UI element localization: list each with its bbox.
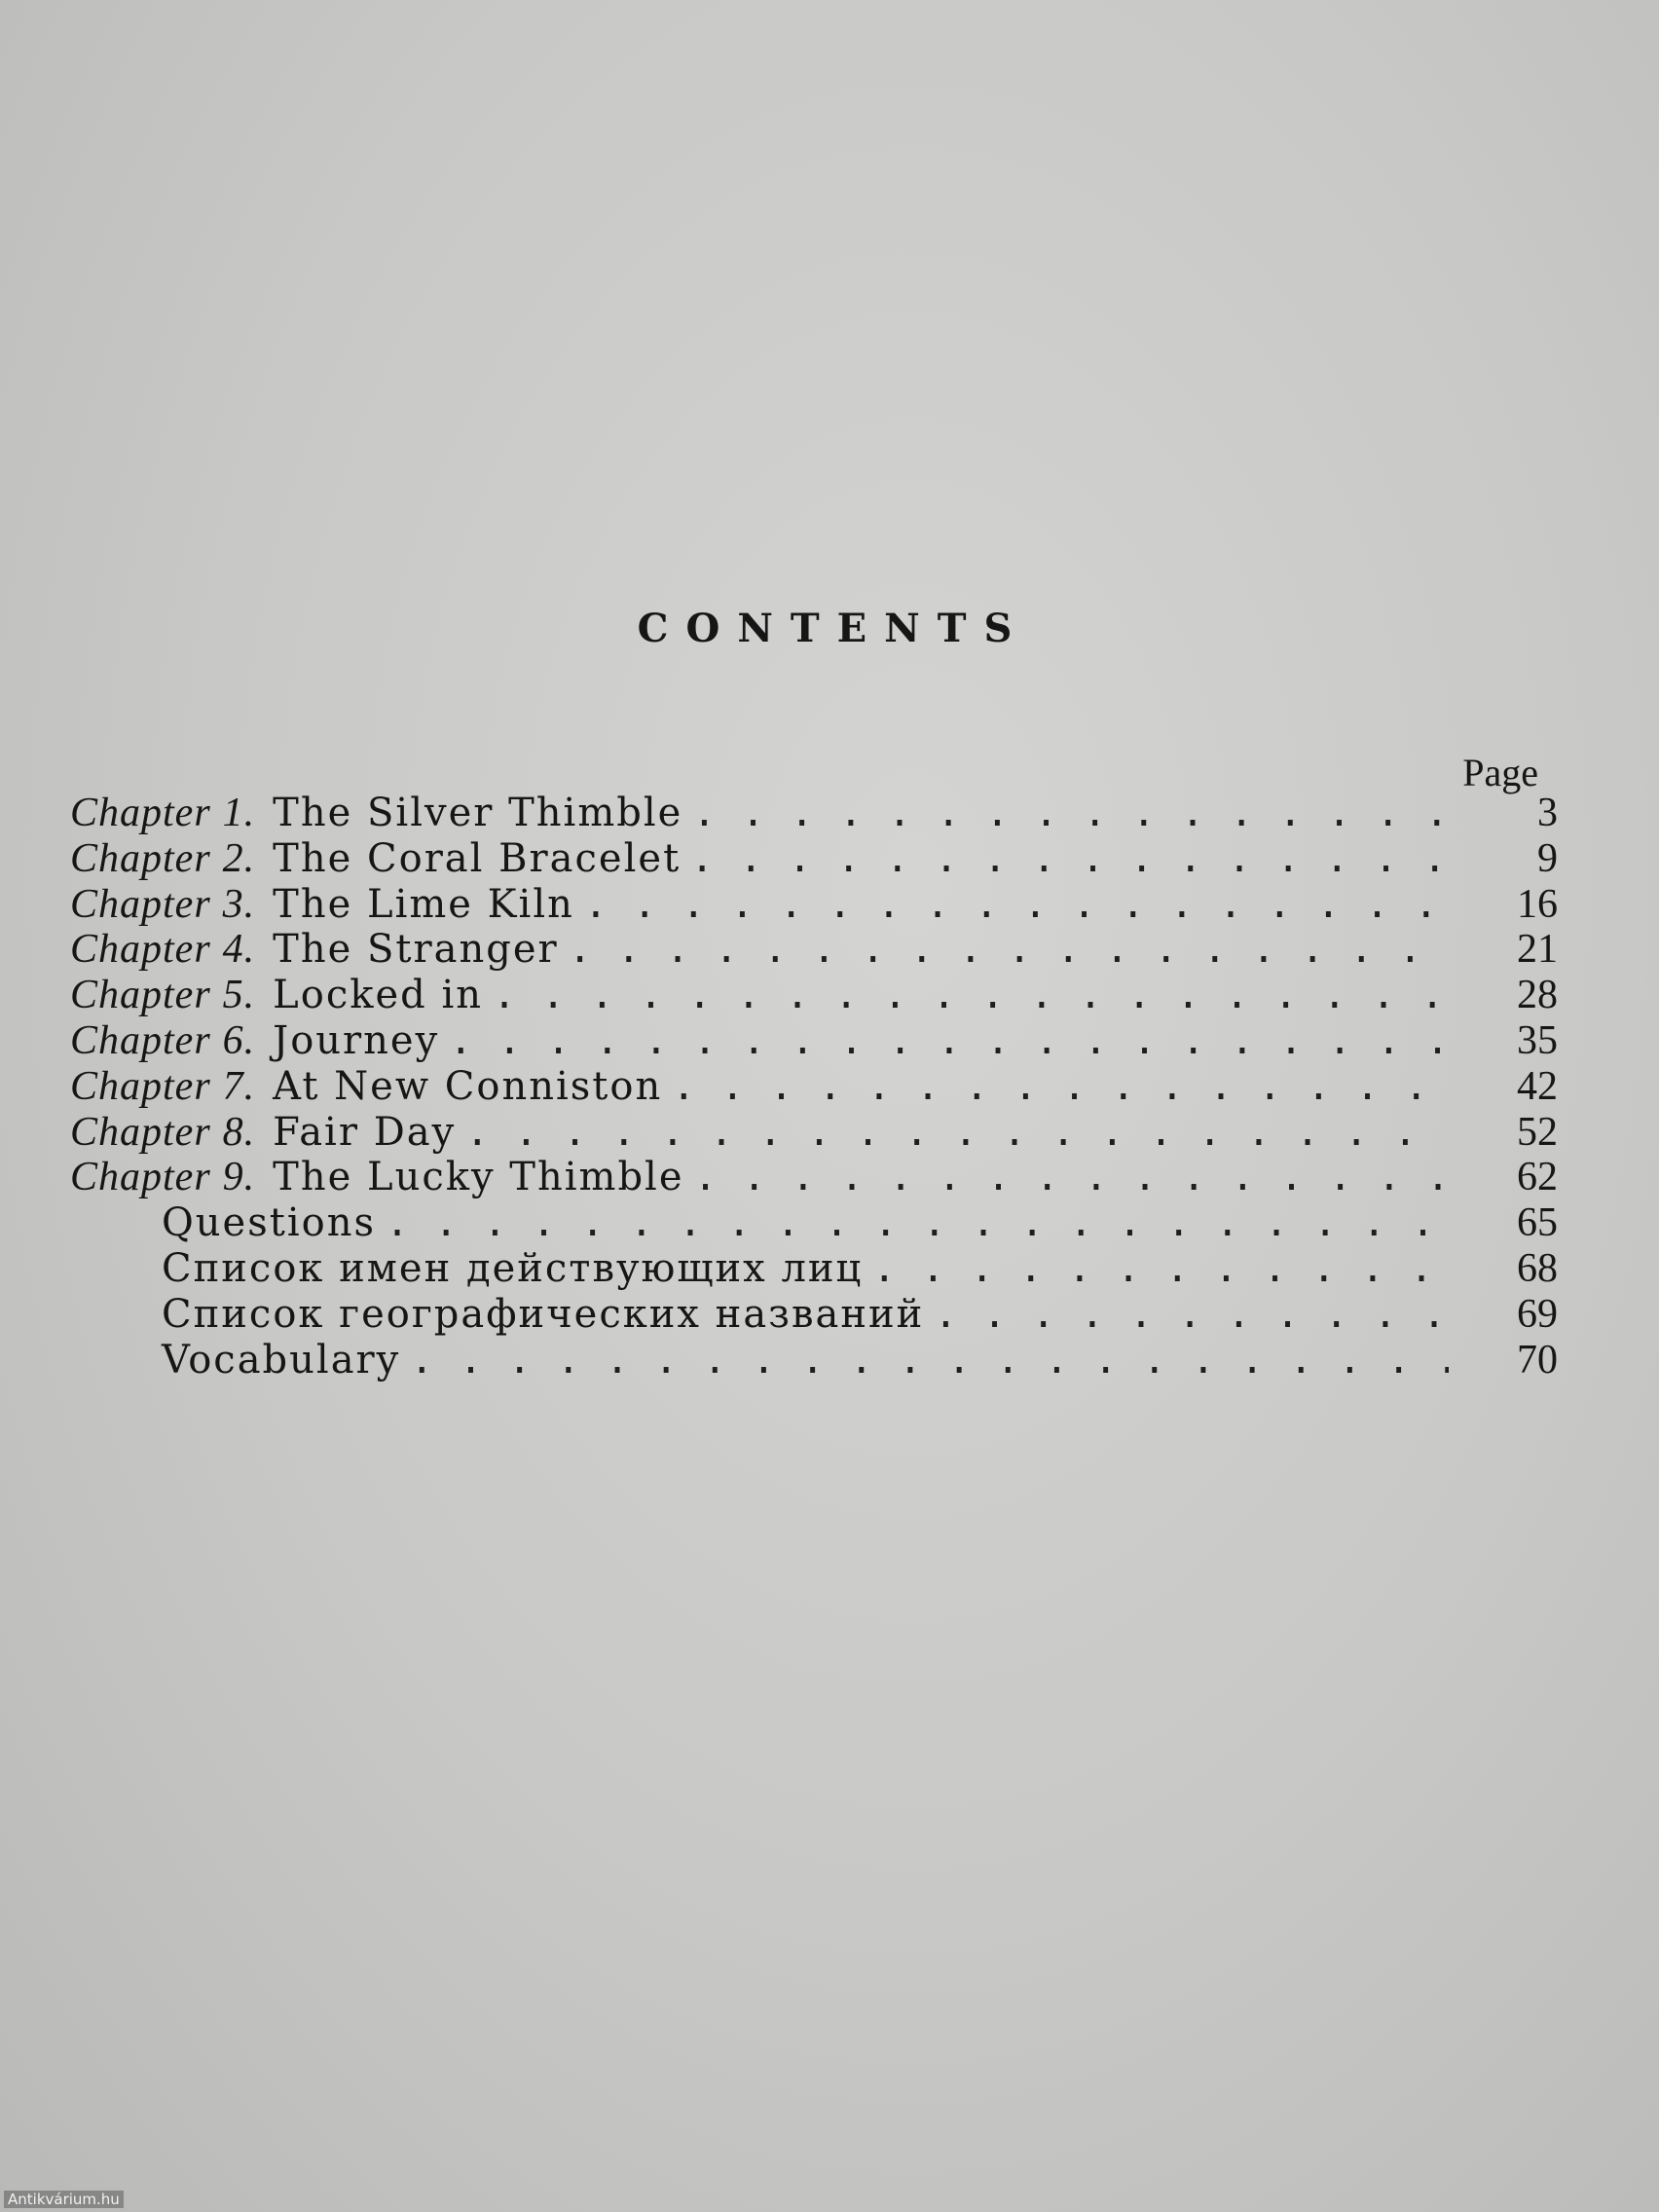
- chapter-title: The Lime Kiln: [273, 881, 574, 927]
- dot-leader: [584, 882, 1449, 928]
- page-column-label: Page: [1462, 751, 1538, 794]
- chapter-label: Chapter 7.: [70, 1063, 256, 1109]
- chapter-label: Chapter 8.: [70, 1109, 256, 1155]
- page-number: 42: [1517, 1063, 1558, 1109]
- dot-leader: [449, 1018, 1449, 1064]
- section-title: Список имен действующих лиц: [162, 1245, 864, 1291]
- contents-heading: CONTENTS: [637, 606, 1030, 651]
- chapter-title: Journey: [273, 1017, 440, 1063]
- page-number: 21: [1517, 927, 1558, 973]
- page-number: 65: [1517, 1200, 1558, 1246]
- section-title: Список географических названий: [162, 1291, 925, 1337]
- page-number: 35: [1517, 1017, 1558, 1063]
- section-title: Questions: [162, 1200, 376, 1246]
- toc-entry-chapter-5: [70, 973, 1558, 1018]
- page-number: 3: [1537, 791, 1558, 835]
- dot-leader: [465, 1110, 1449, 1156]
- toc-entry-chapter-9: [70, 1155, 1558, 1200]
- chapter-title: Fair Day: [273, 1109, 457, 1155]
- toc-entry-place-names: [70, 1292, 1558, 1338]
- chapter-label: Chapter 6.: [70, 1017, 256, 1063]
- dot-leader: [672, 1064, 1449, 1110]
- toc-entry-chapter-6: [70, 1018, 1558, 1064]
- chapter-label: Chapter 3.: [70, 881, 256, 927]
- dot-leader: [694, 1155, 1449, 1200]
- dot-leader: [493, 973, 1449, 1018]
- dot-leader: [692, 791, 1449, 836]
- toc-entry-chapter-2: [70, 836, 1558, 882]
- dot-leader: [872, 1246, 1449, 1292]
- chapter-title: Locked in: [273, 973, 484, 1018]
- page-number: 62: [1517, 1155, 1558, 1200]
- chapter-title: At New Conniston: [273, 1063, 663, 1109]
- dot-leader: [934, 1292, 1449, 1338]
- toc-entry-chapter-8: [70, 1110, 1558, 1156]
- page-number: 16: [1517, 881, 1558, 927]
- chapter-title: The Coral Bracelet: [273, 835, 682, 881]
- chapter-title: The Lucky Thimble: [273, 1155, 684, 1200]
- watermark: Antikvárium.hu: [4, 2191, 124, 2208]
- chapter-title: The Silver Thimble: [273, 791, 683, 835]
- page-number: 70: [1517, 1337, 1558, 1382]
- dot-leader: [690, 836, 1449, 882]
- toc-entry-questions: [70, 1200, 1558, 1246]
- toc-entry-vocabulary: [70, 1338, 1558, 1383]
- dot-leader: [569, 927, 1449, 973]
- dot-leader: [386, 1200, 1449, 1246]
- chapter-label: Chapter 5.: [70, 973, 256, 1018]
- toc-entry-chapter-4: [70, 927, 1558, 973]
- chapter-label: Chapter 4.: [70, 927, 256, 973]
- toc-entry-chapter-3: [70, 882, 1558, 928]
- page-number: 69: [1517, 1291, 1558, 1337]
- toc-entry-chapter-7: [70, 1064, 1558, 1110]
- chapter-label: Chapter 9.: [70, 1155, 256, 1200]
- page-number: 28: [1517, 973, 1558, 1018]
- page-number: 68: [1517, 1245, 1558, 1291]
- chapter-title: The Stranger: [273, 927, 559, 973]
- table-of-contents: [70, 791, 1558, 1382]
- toc-entry-chapter-1: [70, 791, 1558, 836]
- chapter-label: Chapter 1.: [70, 791, 256, 835]
- dot-leader: [410, 1338, 1449, 1383]
- chapter-label: Chapter 2.: [70, 835, 256, 881]
- toc-entry-character-list: [70, 1246, 1558, 1292]
- page-number: 9: [1537, 835, 1558, 881]
- page-number: 52: [1517, 1109, 1558, 1155]
- section-title: Vocabulary: [162, 1337, 401, 1382]
